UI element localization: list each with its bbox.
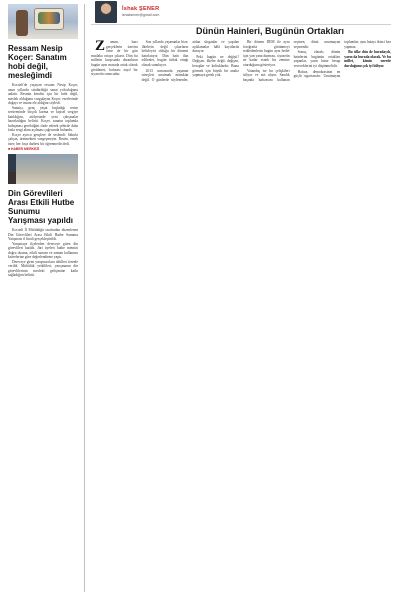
column-paragraph: Son yıllarda yaşananlar bize, ilkelerin değil çıkarların belirleyici olduğu bir dönemi hatırlatıyor. Dün hain ilan edilenler, bugün ittifak ortağı olarak sunuluyor.: [141, 40, 189, 67]
article-paragraph: Sanatçı, genç yaşta başladığı resim serüveninde birçok karma ve kişisel sergiye katıldığını, atölyesinde yeni çalışmalar hazırladığını belirtti. Koçer, sanatın toplumla buluşması gerektiğini ifade ederek şehirde daha fazla sergi alanı açılması çağrısında bulundu.: [8, 105, 78, 132]
column-closing: Bu ülke dün de buradaydı, yarın da burada olacak. Ve bu millet, kimin nerede durduğunu çok iyi biliyor.: [344, 50, 391, 68]
column-paragraph: Sonuç olarak; dünün hainlerini bugünün ortakları yapanlar, yarın kime hesap vereceklerini iyi düşünmelidir.: [293, 50, 341, 68]
article-headline: Din Görevlileri Arası Etkili Hutbe Sunumu Yarışması yapıldı: [8, 189, 75, 225]
source-tag: ■ HABER MERKEZİ: [8, 147, 40, 151]
author-name: İshak ŞENER: [122, 6, 160, 12]
article-body: [8, 228, 78, 278]
left-column: [8, 4, 78, 592]
photo-figure: [8, 154, 16, 172]
photo-figure: [16, 10, 28, 36]
article-paragraph: Koçer ayrıca gençlere de seslendi: Sabırla çalışın, üretmekten vazgeçmeyin. Resim, emek ister; her fırça darbesi bir öğrenmedir dedi.: [8, 132, 78, 146]
article-paragraph: Yarışmaya ilçelerden dereceye giren din görevlileri katıldı. Jüri üyeleri hutbe metnini doğru okuma, etkili sunum ve zaman kullanımı kriterlerine göre değerlendirme yaptı.: [8, 241, 78, 259]
column-body: [91, 40, 391, 150]
photo-figure: [8, 172, 16, 184]
photo-painting: [38, 12, 60, 24]
column-title: Dünün Hainleri, Bugünün Ortakları: [195, 26, 344, 36]
article-photo-painter: [8, 4, 78, 39]
author-email: ishaksener@gmail.com: [122, 13, 160, 17]
article-photo-ceremony: [8, 154, 78, 184]
column-paragraph: Peki bugün ne değişti? Değişen, ilkeler değil; değişen, hesaplar ve koltuklardır. Bunu görmek için büyük bir analiz yapmaya gerek yok.: [192, 54, 239, 78]
article-paragraph: Kocaeli'de yaşayan ressam Nesip Koçer, uzun yıllardır sürdürdüğü sanat yolculuğunu anlattı. Resmin kendisi için bir hobi değil, meslek olduğunu vurgulayan Koçer, eserlerinde doğayı ve insanı ele aldığını söyledi.: [8, 83, 78, 105]
article-body: [8, 83, 78, 146]
avatar: [95, 1, 117, 23]
article-paragraph: Dereceye giren yarışmacılara ödülleri törenle verildi. Müftülük yetkilileri, yarışmanın din görevlilerinin mesleki gelişimine katkı sağladığını belirtti.: [8, 259, 78, 277]
column-paragraph: Zaman, bazı gerçeklerin üzerini örtse de bir gün mutlaka ortaya çıkarır. Dün bu milletin karşısında duranların bugün aynı masada ortak olarak görülmesi, hafızası zayıf bir siyasetin sonucudur.: [91, 38, 138, 77]
column-paragraph: Vatandaş ise bu çelişkileri izliyor ve not alıyor. Sandık başında hafızasını kullanan seçmen, dünü unutmayan seçmendir.: [242, 40, 341, 82]
column-paragraph: 2013 sonrasında yaşanan süreçleri unutmak mümkün değil. O günlerde söylenenler, atılan sloganlar ve yapılan açıklamalar hâlâ kayıtlarda duruyor.: [141, 40, 239, 82]
author-header: [91, 1, 391, 25]
article-paragraph: Kocaeli İl Müftülüğü tarafından düzenlenen Din Görevlileri Arası Etkili Hutbe Sunumu Yarışması il finali gerçekleştirildi.: [8, 228, 78, 241]
column-paragraph: Hafıza, demokrasinin en güçlü sigortasıdır. Unutmayan toplumlar, aynı hatayı ikinci kez yapmaz.: [293, 40, 391, 79]
column-divider: [84, 4, 85, 592]
column-paragraph: Bir dönem DEM ile aynı fotoğrafta görünmeyi reddedenlerin bugün aynı hedef için yan yana durması, siyasetin ne kadar esnek bir zemine oturduğunu gösteriyor.: [242, 40, 290, 67]
article-headline: Ressam Nesip Koçer: Sanatım hobi değil, mesleğimdi: [8, 44, 67, 80]
